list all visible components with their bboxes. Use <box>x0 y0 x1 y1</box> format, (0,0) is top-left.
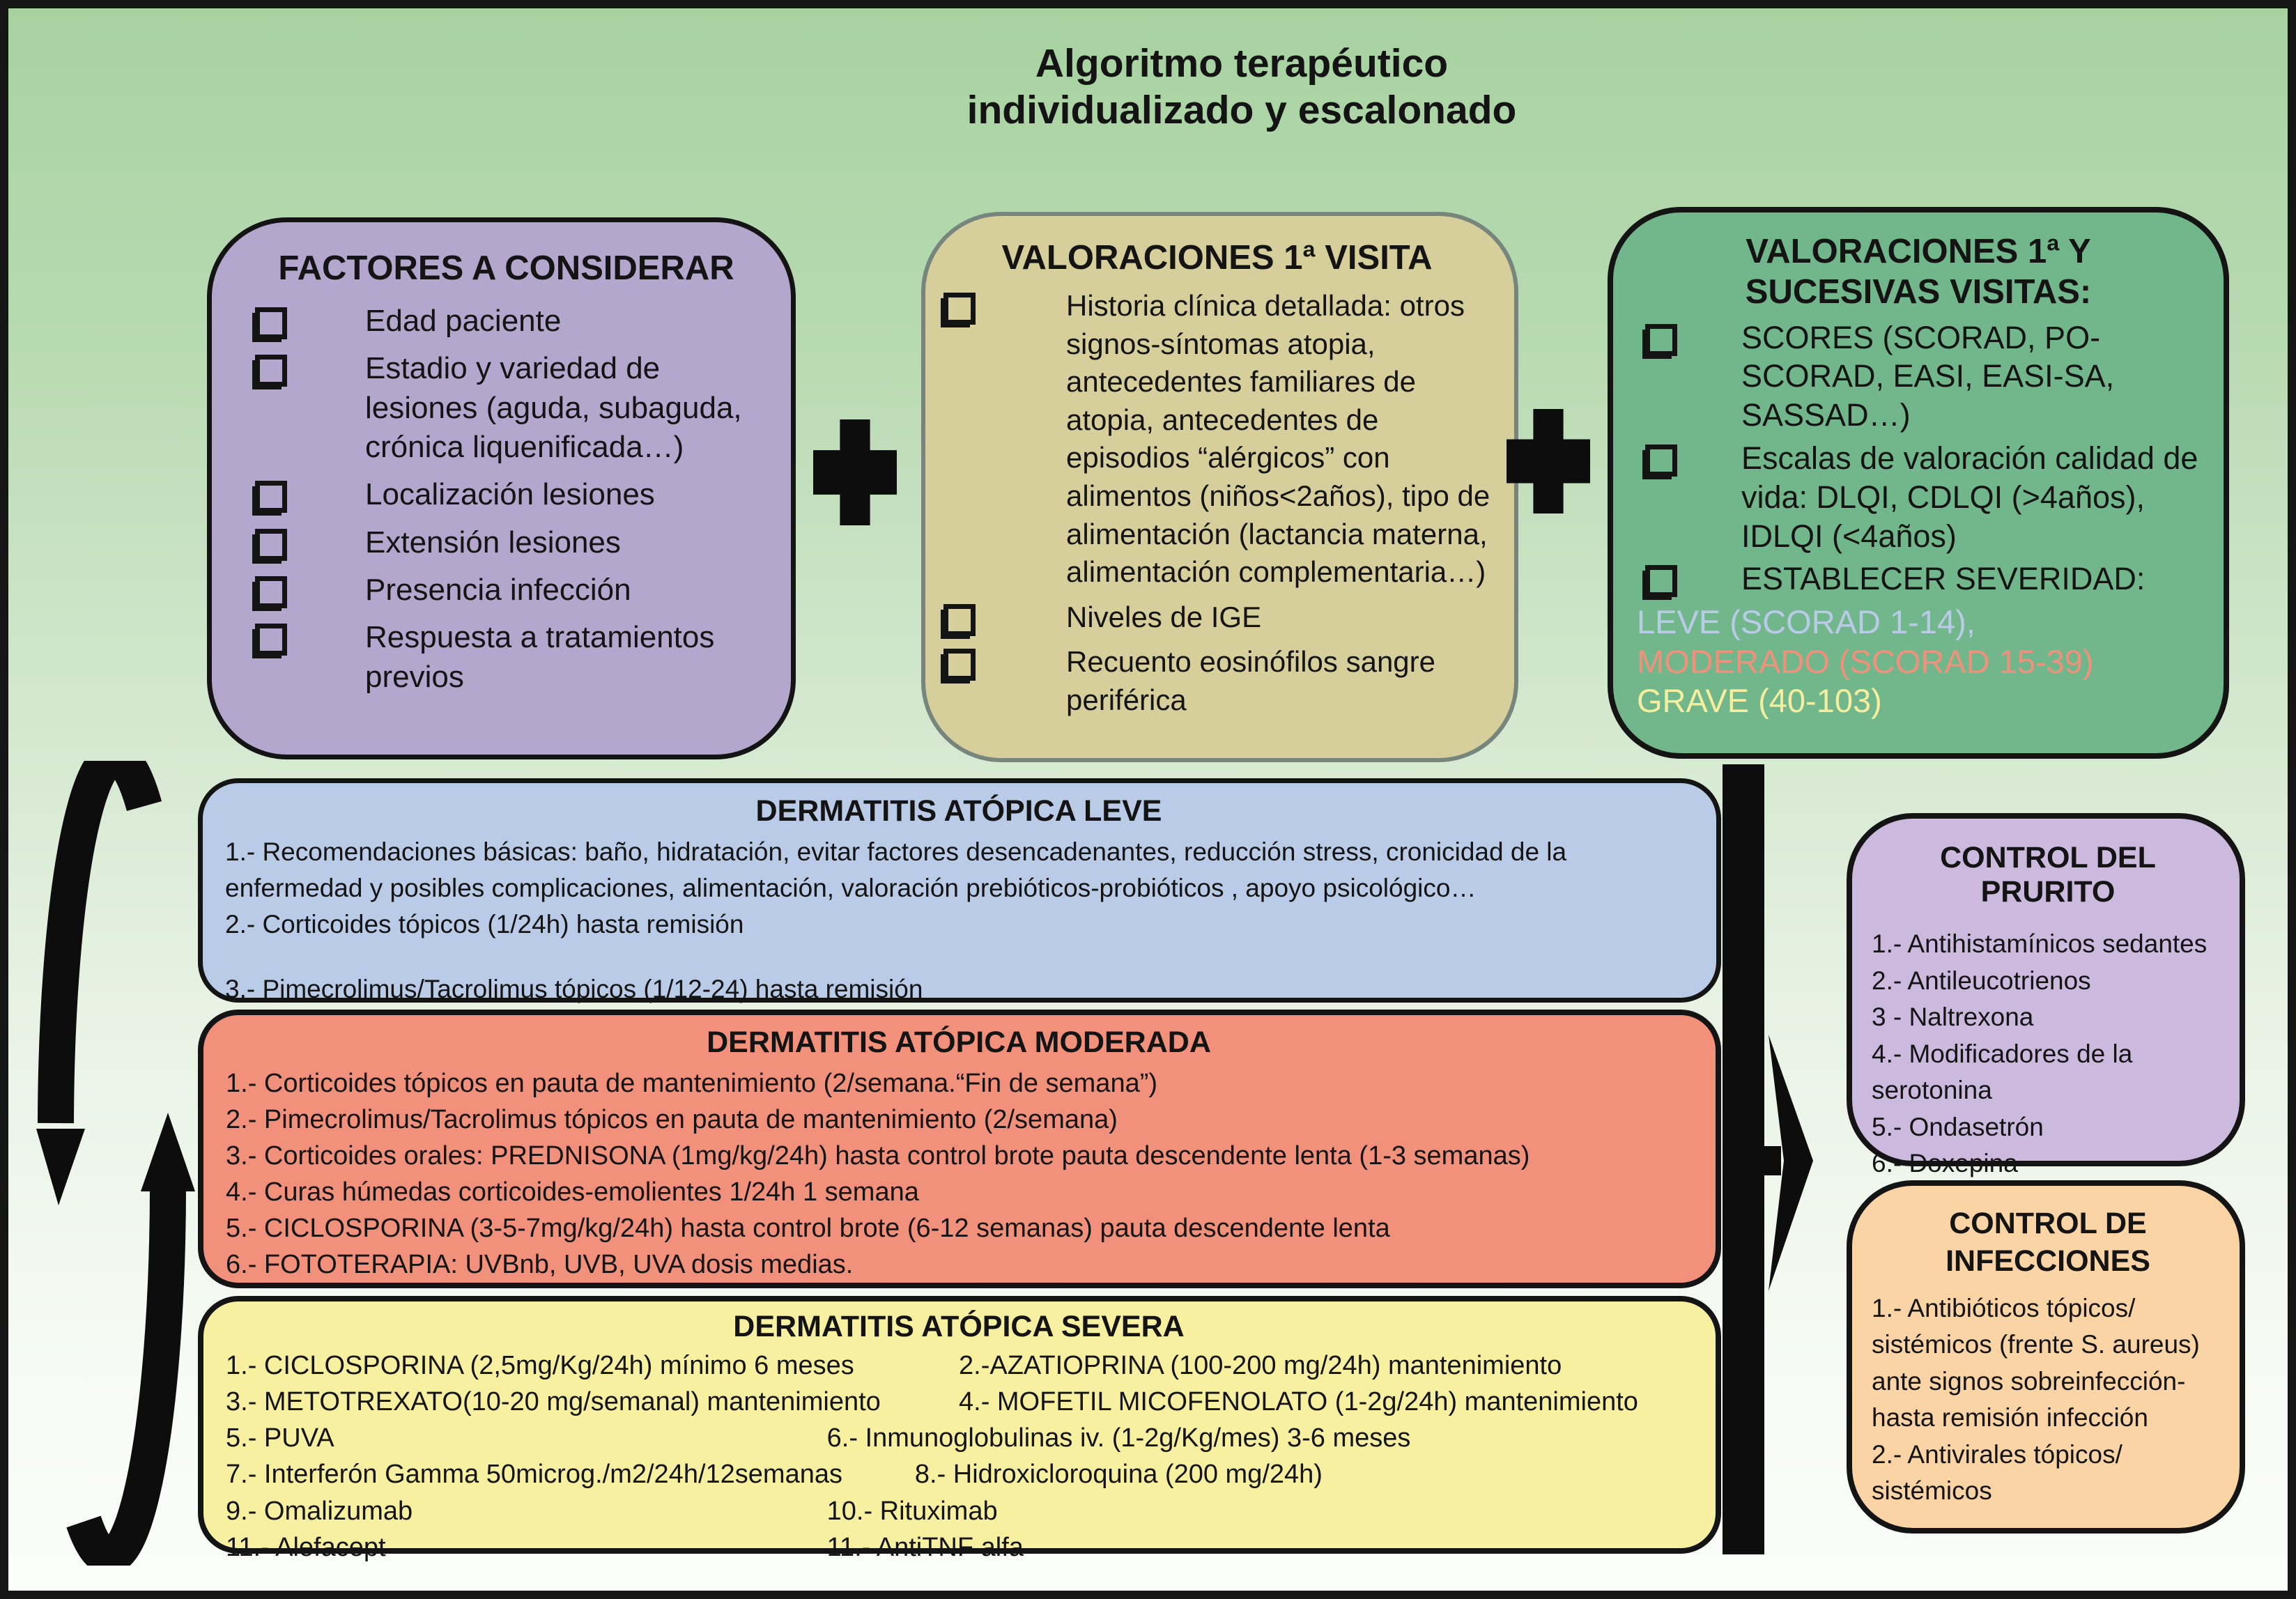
table-row <box>226 1530 1692 1565</box>
list-item-text: Extensión lesiones <box>365 525 621 559</box>
list-item <box>941 643 1493 719</box>
table-row <box>226 1348 1692 1383</box>
list-item-text: Recuento eosinófilos sangre periférica <box>1066 645 1436 716</box>
checkbox-icon <box>943 293 976 325</box>
list-item-text: Historia clínica detallada: otros signos-síntomas atopia, antecedentes familiares de atopia, antecedentes de episodios “alérgicos” con alimentos (niños<2años), tipo de alimentación (lactancia materna, alimentación complementaria…) <box>1066 289 1490 589</box>
control-infecciones-box <box>1847 1180 2245 1534</box>
valoraciones-primera-visita-box <box>921 212 1518 762</box>
checkbox-icon <box>255 307 287 339</box>
list-item <box>247 475 766 514</box>
list-item-text: Presencia infección <box>365 572 631 607</box>
list-item: 2.- Corticoides tópicos (1/24h) hasta remisión <box>225 909 744 938</box>
list-item-text: Escalas de valoración calidad de vida: DLQI, CDLQI (>4años), IDLQI (<4años) <box>1741 440 2198 554</box>
list-item: 4.- Modificadores de la serotonina <box>1872 1039 2133 1105</box>
severity-moderado-label: MODERADO (SCORAD 15-39) <box>1637 642 2094 680</box>
list-item-text: Niveles de IGE <box>1066 600 1262 633</box>
heading-line2: SUCESIVAS VISITAS: <box>1745 272 2092 311</box>
list-item <box>247 571 766 610</box>
checkbox-icon <box>1645 565 1677 597</box>
list-item: 11.- Alefacept <box>226 1532 386 1562</box>
list-item <box>941 598 1493 637</box>
checkbox-icon <box>255 624 287 656</box>
list-item-text: ESTABLECER SEVERIDAD: <box>1741 561 2145 597</box>
list-item: 9.- Omalizumab <box>226 1496 413 1526</box>
list-item: 6.- Inmunoglobulinas iv. (1-2g/Kg/mes) 3-6 meses <box>826 1423 1411 1453</box>
page-title-line1: Algoritmo terapéutico <box>1035 41 1449 86</box>
plus-icon <box>1507 409 1590 513</box>
cycle-arrows-icon <box>36 761 217 1566</box>
severity-flow-arrow-icon <box>1717 763 1835 1557</box>
list-item: 8.- Hidroxicloroquina (200 mg/24h) <box>914 1460 1323 1490</box>
checkbox-icon <box>255 355 287 387</box>
checkbox-icon <box>943 649 976 681</box>
list-item: 2.- Antivirales tópicos/ sistémicos <box>1872 1439 2122 1506</box>
list-item: 6.- Doxepina <box>1872 1149 2018 1178</box>
list-item: 1.- Recomendaciones básicas: baño, hidratación, evitar factores desencadenantes, reducción stress, cronicidad de la enfermedad y posibles complicaciones, alimentación, valoración prebióticos-probióticos , apoyo psicológico… <box>225 837 1567 902</box>
checkbox-icon <box>1645 324 1677 356</box>
valoraciones-sucesivas-heading <box>1633 232 2204 313</box>
checkbox-icon <box>1645 445 1677 477</box>
list-item: 11.- AntiTNF alfa <box>826 1532 1024 1562</box>
list-item: 3.- METOTREXATO(10-20 mg/semanal) mantenimiento <box>226 1387 881 1417</box>
list-item <box>247 618 766 697</box>
control-prurito-box <box>1847 813 2245 1178</box>
list-item: 5.- CICLOSPORINA (3-5-7mg/kg/24h) hasta control brote (6-12 semanas) pauta descendente lenta <box>226 1214 1390 1244</box>
checkbox-icon <box>255 529 287 561</box>
plus-icon <box>813 419 897 525</box>
dermatitis-severa-heading: DERMATITIS ATÓPICA SEVERA <box>733 1310 1185 1343</box>
table-row <box>226 1421 1692 1455</box>
checkbox-icon <box>255 576 287 608</box>
severity-leve-label: LEVE (SCORAD 1-14), <box>1637 603 1975 641</box>
dermatitis-leve-box <box>198 778 1721 1003</box>
control-infecciones-heading: CONTROL DE INFECCIONES <box>1946 1207 2150 1278</box>
list-item: 4.- Curas húmedas corticoides-emolientes 1/24h 1 semana <box>226 1177 919 1207</box>
dermatitis-leve-heading: DERMATITIS ATÓPICA LEVE <box>755 794 1162 828</box>
list-item: 5.- PUVA <box>226 1423 334 1453</box>
factores-box <box>207 217 796 759</box>
page-title-line2: individualizado y escalonado <box>966 88 1517 133</box>
list-item-text: Localización lesiones <box>365 477 655 512</box>
list-item: 2.- Pimecrolimus/Tacrolimus tópicos en pauta de mantenimiento (2/semana) <box>226 1105 1118 1135</box>
list-item: 2.- Antileucotrienos <box>1872 966 2091 995</box>
table-row <box>226 1457 1692 1492</box>
list-item: 10.- Rituximab <box>826 1496 998 1526</box>
list-item: 3.- Pimecrolimus/Tacrolimus tópicos (1/12-24) hasta remisión <box>225 975 923 1004</box>
factores-heading: FACTORES A CONSIDERAR <box>278 249 734 287</box>
list-item <box>247 523 766 562</box>
list-item <box>247 349 766 467</box>
list-item-text: SCORES (SCORAD, PO-SCORAD, EASI, EASI-SA, SASSAD…) <box>1741 319 2115 433</box>
list-item: 1.- Corticoides tópicos en pauta de mantenimiento (2/semana.“Fin de semana”) <box>226 1069 1158 1098</box>
list-item <box>1633 318 2204 435</box>
dermatitis-moderada-heading: DERMATITIS ATÓPICA MODERADA <box>707 1026 1211 1059</box>
heading-line1: VALORACIONES 1ª Y <box>1746 233 2091 270</box>
severity-grave-label: GRAVE (40-103) <box>1637 681 1882 719</box>
dermatitis-moderada-box <box>198 1010 1721 1288</box>
table-row <box>226 1494 1692 1529</box>
list-item: 5.- Ondasetrón <box>1872 1112 2044 1141</box>
list-item: 3 - Naltrexona <box>1872 1003 2034 1032</box>
list-item: 1.- CICLOSPORINA (2,5mg/Kg/24h) mínimo 6 meses <box>226 1351 854 1380</box>
list-item-text: Edad paciente <box>365 304 562 338</box>
list-item <box>247 302 766 341</box>
list-item: 1.- Antibióticos tópicos/ sistémicos (frente S. aureus) ante signos sobreinfección- hasta remisión infección <box>1872 1293 2200 1432</box>
list-item: 6.- FOTOTERAPIA: UVBnb, UVB, UVA dosis medias. <box>226 1250 854 1280</box>
list-item <box>1633 439 2204 555</box>
list-item: 2.-AZATIOPRINA (100-200 mg/24h) mantenimiento <box>959 1351 1562 1380</box>
dermatitis-severa-box <box>198 1296 1721 1562</box>
list-item: 7.- Interferón Gamma 50microg./m2/24h/12semanas <box>226 1460 842 1490</box>
valoraciones-sucesivas-box <box>1608 207 2229 759</box>
control-prurito-heading: CONTROL DEL PRURITO <box>1940 841 2156 909</box>
list-item-text: Respuesta a tratamientos previos <box>365 620 715 694</box>
list-item: 3.- Corticoides orales: PREDNISONA (1mg/kg/24h) hasta control brote pauta descendente lenta (1-3 semanas) <box>226 1141 1530 1171</box>
valoraciones-visita-heading: VALORACIONES 1ª VISITA <box>1001 239 1433 277</box>
list-item <box>941 287 1493 592</box>
table-row <box>226 1384 1692 1419</box>
page-title <box>845 40 1639 134</box>
list-item: 4.- MOFETIL MICOFENOLATO (1-2g/24h) mantenimiento <box>959 1387 1638 1417</box>
list-item: 1.- Antihistamínicos sedantes <box>1872 929 2208 958</box>
checkbox-icon <box>943 604 976 636</box>
list-item-text: Estadio y variedad de lesiones (aguda, subaguda, crónica liquenificada…) <box>365 351 742 464</box>
checkbox-icon <box>255 481 287 513</box>
list-item <box>1633 559 2204 598</box>
